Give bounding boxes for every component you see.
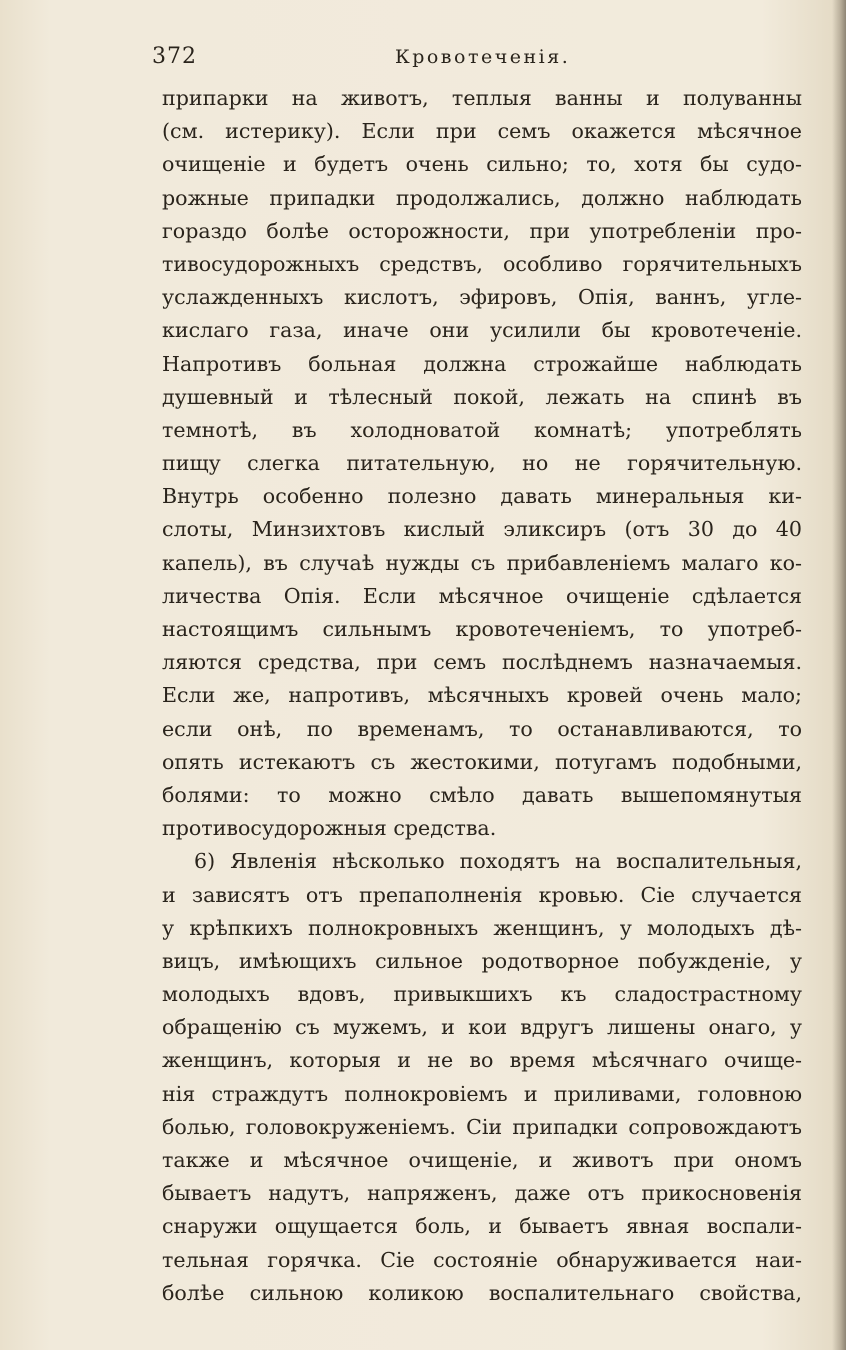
text-line: нія страждутъ полнокровіемъ и приливами, головною — [162, 1081, 802, 1106]
text-line: если онѣ, по временамъ, то останавливаются, то — [162, 716, 802, 741]
text-line: очищеніе и будетъ очень сильно; то, хотя бы судо- — [162, 152, 802, 177]
text-line: противосудорожныя средства. — [162, 816, 497, 841]
running-title: Кровотеченія. — [395, 46, 571, 68]
text-line: (см. истерику). Если при семъ окажется мѣсячное — [162, 119, 802, 144]
text-line: вицъ, имѣющихъ сильное родотворное побужденіе, у — [162, 948, 802, 973]
text-line: рожные припадки продолжались, должно наблюдать — [162, 185, 802, 210]
text-line: болью, головокруженіемъ. Сіи припадки сопровождаютъ — [162, 1114, 802, 1139]
text-line: и зависятъ отъ препаполненія кровью. Сіе случается — [162, 882, 802, 907]
text-line: капель), въ случаѣ нужды съ прибавленіемъ малаго ко- — [162, 550, 802, 575]
text-line: тивосудорожныхъ средствъ, особливо горячительныхъ — [162, 251, 802, 276]
text-line: Напротивъ больная должна строжайше наблюдать — [162, 351, 802, 376]
text-line: ляются средства, при семъ послѣднемъ назначаемыя. — [162, 650, 802, 675]
text-line: слоты, Минзихтовъ кислый эликсиръ (отъ 30 до 40 — [162, 517, 802, 542]
page-number: 372 — [152, 44, 197, 69]
text-line: услажденныхъ кислотъ, эфировъ, Опія, ваннъ, угле- — [162, 285, 802, 310]
text-line: тельная горячка. Сіе состояніе обнаруживается наи- — [162, 1247, 802, 1272]
text-line: душевный и тѣлесный покой, лежать на спинѣ въ — [162, 384, 802, 409]
text-line: Если же, напротивъ, мѣсячныхъ кровей очень мало; — [162, 683, 802, 708]
text-line: темнотѣ, въ холодноватой комнатѣ; употреблять — [162, 417, 802, 442]
text-line: припарки на животъ, теплыя ванны и полуванны — [162, 86, 802, 110]
text-line: также и мѣсячное очищеніе, и животъ при ономъ — [162, 1148, 802, 1172]
text-line: женщинъ, которыя и не во время мѣсячнаго очище- — [162, 1048, 802, 1073]
text-line: у крѣпкихъ полнокровныхъ женщинъ, у молодыхъ дѣ- — [162, 915, 802, 940]
paragraph-2 — [162, 845, 802, 1310]
text-line: бываетъ надутъ, напряженъ, даже отъ прикосновенія — [162, 1181, 802, 1206]
text-line: личества Опія. Если мѣсячное очищеніе сдѣлается — [162, 583, 802, 608]
text-line: опять истекаютъ съ жестокими, потугамъ подобными, — [162, 749, 802, 774]
text-line: болѣе сильною коликою воспалительнаго свойства, — [162, 1280, 802, 1305]
text-line: кислаго газа, иначе они усилили бы кровотеченіе. — [162, 318, 802, 343]
page-edge-shadow — [832, 0, 846, 1350]
text-line: пищу слегка питательную, но не горячительную. — [162, 451, 802, 476]
text-line: гораздо болѣе осторожности, при употребленіи про- — [162, 218, 802, 243]
body-text — [162, 82, 802, 1310]
text-line: снаружи ощущается боль, и бываетъ явная воспали- — [162, 1214, 802, 1239]
page-header — [152, 44, 752, 80]
paragraph-1 — [162, 82, 802, 845]
text-line: обращенію съ мужемъ, и кои вдругъ лишены онаго, у — [162, 1015, 802, 1040]
text-line: Внутрь особенно полезно давать минеральныя ки- — [162, 484, 802, 509]
text-line: 6) Явленія нѣсколько походятъ на воспалительныя, — [194, 849, 802, 874]
text-line: молодыхъ вдовъ, привыкшихъ къ сладострастному — [162, 982, 802, 1007]
text-line: болями: то можно смѣло давать вышепомянутыя — [162, 782, 802, 807]
text-line: настоящимъ сильнымъ кровотеченіемъ, то употреб- — [162, 617, 802, 641]
